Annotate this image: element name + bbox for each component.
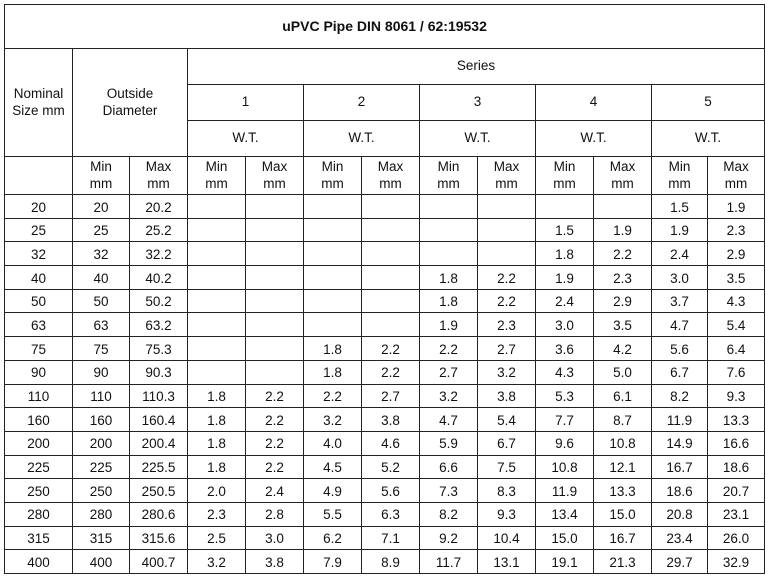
wall-thickness-cell: 3.6 <box>536 337 594 361</box>
wall-thickness-cell <box>304 266 362 290</box>
wall-thickness-cell: 7.5 <box>478 455 536 479</box>
wall-thickness-cell: 6.7 <box>478 431 536 455</box>
wall-thickness-cell: 5.3 <box>536 384 594 408</box>
wall-thickness-cell <box>536 195 594 219</box>
table-header <box>5 5 765 195</box>
wall-thickness-cell <box>246 313 304 337</box>
nominal-size-cell: 40 <box>5 266 73 290</box>
outside-diameter-cell: 200 <box>73 431 130 455</box>
wall-thickness-cell <box>478 218 536 242</box>
wall-thickness-cell: 1.8 <box>188 455 246 479</box>
outside-diameter-cell: 40 <box>73 266 130 290</box>
wall-thickness-cell: 3.5 <box>594 313 652 337</box>
wall-thickness-cell <box>188 242 246 266</box>
wall-thickness-cell: 5.0 <box>594 360 652 384</box>
min-label: Min mm <box>73 157 130 195</box>
nominal-size-cell: 160 <box>5 408 73 432</box>
outside-diameter-cell: 90.3 <box>130 360 188 384</box>
wall-thickness-cell: 2.2 <box>478 266 536 290</box>
max-label: Max mm <box>130 157 188 195</box>
wall-thickness-cell: 16.6 <box>708 431 765 455</box>
wall-thickness-cell: 2.2 <box>420 337 478 361</box>
outside-diameter-cell: 160 <box>73 408 130 432</box>
wall-thickness-cell: 4.3 <box>536 360 594 384</box>
wall-thickness-cell: 4.0 <box>304 431 362 455</box>
table-row <box>5 337 765 361</box>
wall-thickness-cell: 18.6 <box>708 455 765 479</box>
wall-thickness-cell: 4.3 <box>708 289 765 313</box>
wall-thickness-cell: 8.3 <box>478 479 536 503</box>
outside-diameter-cell: 75 <box>73 337 130 361</box>
outside-diameter-cell: 400 <box>73 550 130 574</box>
wall-thickness-cell: 5.5 <box>304 502 362 526</box>
wall-thickness-cell <box>188 360 246 384</box>
wall-thickness-cell: 10.8 <box>594 431 652 455</box>
nominal-size-cell: 110 <box>5 384 73 408</box>
table-row <box>5 384 765 408</box>
wall-thickness-cell <box>420 218 478 242</box>
wall-thickness-cell: 1.9 <box>594 218 652 242</box>
wall-thickness-cell: 6.2 <box>304 526 362 550</box>
table-row <box>5 195 765 219</box>
outside-diameter-cell: 20 <box>73 195 130 219</box>
outside-diameter-cell: 50 <box>73 289 130 313</box>
nominal-size-cell: 25 <box>5 218 73 242</box>
wall-thickness-cell: 2.8 <box>246 502 304 526</box>
wall-thickness-cell: 11.9 <box>536 479 594 503</box>
series-number: 4 <box>536 85 652 121</box>
wall-thickness-cell: 13.3 <box>708 408 765 432</box>
outside-diameter-cell: 110 <box>73 384 130 408</box>
wall-thickness-cell: 2.7 <box>478 337 536 361</box>
wall-thickness-cell: 21.3 <box>594 550 652 574</box>
outside-diameter-cell: 400.7 <box>130 550 188 574</box>
wall-thickness-cell: 9.2 <box>420 526 478 550</box>
wall-thickness-cell: 9.3 <box>478 502 536 526</box>
outside-diameter-cell: 63 <box>73 313 130 337</box>
wall-thickness-cell: 4.9 <box>304 479 362 503</box>
outside-diameter-header: Outside Diameter <box>73 49 188 157</box>
wall-thickness-cell <box>246 360 304 384</box>
wall-thickness-cell <box>188 266 246 290</box>
min-label: Min mm <box>188 157 246 195</box>
wall-thickness-cell <box>478 195 536 219</box>
table-row <box>5 526 765 550</box>
series-header: Series <box>188 49 765 85</box>
wall-thickness-cell: 2.5 <box>188 526 246 550</box>
wall-thickness-cell: 3.8 <box>362 408 420 432</box>
table-row <box>5 502 765 526</box>
wall-thickness-cell: 1.8 <box>304 337 362 361</box>
table-row <box>5 408 765 432</box>
wall-thickness-cell: 2.2 <box>594 242 652 266</box>
outside-diameter-cell: 225 <box>73 455 130 479</box>
min-label: Min mm <box>652 157 708 195</box>
outside-diameter-cell: 315 <box>73 526 130 550</box>
wall-thickness-cell: 2.2 <box>478 289 536 313</box>
wall-thickness-cell: 8.2 <box>420 502 478 526</box>
outside-diameter-cell: 250 <box>73 479 130 503</box>
wall-thickness-cell: 8.2 <box>652 384 708 408</box>
wall-thickness-cell: 23.4 <box>652 526 708 550</box>
wall-thickness-cell: 14.9 <box>652 431 708 455</box>
wall-thickness-label: W.T. <box>188 121 304 157</box>
wall-thickness-cell: 3.2 <box>304 408 362 432</box>
wall-thickness-cell <box>188 337 246 361</box>
wall-thickness-cell <box>246 195 304 219</box>
wall-thickness-cell: 18.6 <box>652 479 708 503</box>
wall-thickness-cell: 29.7 <box>652 550 708 574</box>
wall-thickness-cell: 5.6 <box>362 479 420 503</box>
wall-thickness-cell <box>246 242 304 266</box>
wall-thickness-cell: 10.8 <box>536 455 594 479</box>
wall-thickness-cell: 23.1 <box>708 502 765 526</box>
table-row <box>5 479 765 503</box>
wall-thickness-cell: 2.9 <box>594 289 652 313</box>
wall-thickness-cell: 4.7 <box>652 313 708 337</box>
wall-thickness-cell: 1.8 <box>188 408 246 432</box>
wall-thickness-cell: 3.8 <box>478 384 536 408</box>
wall-thickness-cell <box>362 195 420 219</box>
wall-thickness-cell: 1.9 <box>708 195 765 219</box>
wall-thickness-cell: 4.2 <box>594 337 652 361</box>
series-number: 5 <box>652 85 765 121</box>
outside-diameter-cell: 20.2 <box>130 195 188 219</box>
outside-diameter-cell: 40.2 <box>130 266 188 290</box>
min-label: Min mm <box>304 157 362 195</box>
wall-thickness-cell: 11.7 <box>420 550 478 574</box>
wall-thickness-cell: 19.1 <box>536 550 594 574</box>
wall-thickness-cell: 2.2 <box>362 337 420 361</box>
wall-thickness-cell <box>304 242 362 266</box>
wall-thickness-cell: 1.9 <box>420 313 478 337</box>
nominal-size-header: Nominal Size mm <box>5 49 73 157</box>
wall-thickness-cell: 11.9 <box>652 408 708 432</box>
table-row <box>5 313 765 337</box>
wall-thickness-cell: 5.2 <box>362 455 420 479</box>
nominal-size-cell: 225 <box>5 455 73 479</box>
wall-thickness-cell: 9.6 <box>536 431 594 455</box>
wall-thickness-cell: 1.8 <box>536 242 594 266</box>
wall-thickness-cell <box>362 242 420 266</box>
outside-diameter-cell: 63.2 <box>130 313 188 337</box>
wall-thickness-cell: 12.1 <box>594 455 652 479</box>
wall-thickness-cell <box>246 218 304 242</box>
wall-thickness-cell: 1.5 <box>652 195 708 219</box>
wall-thickness-cell: 26.0 <box>708 526 765 550</box>
wall-thickness-cell <box>362 218 420 242</box>
wall-thickness-cell: 7.7 <box>536 408 594 432</box>
outside-diameter-cell: 32.2 <box>130 242 188 266</box>
series-number: 1 <box>188 85 304 121</box>
outside-diameter-cell: 280 <box>73 502 130 526</box>
wall-thickness-cell: 13.1 <box>478 550 536 574</box>
wall-thickness-cell: 2.4 <box>536 289 594 313</box>
wall-thickness-cell <box>188 195 246 219</box>
wall-thickness-cell: 3.0 <box>536 313 594 337</box>
wall-thickness-cell: 1.8 <box>188 384 246 408</box>
wall-thickness-cell: 7.1 <box>362 526 420 550</box>
wall-thickness-cell: 3.2 <box>420 384 478 408</box>
nominal-size-cell: 315 <box>5 526 73 550</box>
wall-thickness-cell <box>420 195 478 219</box>
outside-diameter-cell: 32 <box>73 242 130 266</box>
wall-thickness-cell <box>188 313 246 337</box>
wall-thickness-cell: 20.8 <box>652 502 708 526</box>
outside-diameter-cell: 160.4 <box>130 408 188 432</box>
wall-thickness-cell: 6.7 <box>652 360 708 384</box>
wall-thickness-cell <box>304 313 362 337</box>
wall-thickness-cell: 15.0 <box>536 526 594 550</box>
wall-thickness-cell: 20.7 <box>708 479 765 503</box>
wall-thickness-cell: 7.6 <box>708 360 765 384</box>
wall-thickness-cell <box>304 218 362 242</box>
max-label: Max mm <box>246 157 304 195</box>
wall-thickness-label: W.T. <box>536 121 652 157</box>
wall-thickness-cell: 2.7 <box>420 360 478 384</box>
wall-thickness-cell: 15.0 <box>594 502 652 526</box>
wall-thickness-cell: 8.9 <box>362 550 420 574</box>
series-number: 2 <box>304 85 420 121</box>
wall-thickness-cell <box>594 195 652 219</box>
min-label: Min mm <box>536 157 594 195</box>
nominal-size-cell: 75 <box>5 337 73 361</box>
outside-diameter-cell: 225.5 <box>130 455 188 479</box>
wall-thickness-cell: 2.3 <box>478 313 536 337</box>
outside-diameter-cell: 110.3 <box>130 384 188 408</box>
wall-thickness-cell: 2.2 <box>362 360 420 384</box>
outside-diameter-cell: 25.2 <box>130 218 188 242</box>
nominal-size-cell: 400 <box>5 550 73 574</box>
wall-thickness-cell: 3.0 <box>652 266 708 290</box>
wall-thickness-cell: 1.8 <box>304 360 362 384</box>
wall-thickness-cell: 10.4 <box>478 526 536 550</box>
wall-thickness-cell: 2.2 <box>246 384 304 408</box>
wall-thickness-cell: 1.9 <box>652 218 708 242</box>
wall-thickness-cell <box>188 289 246 313</box>
wall-thickness-cell: 13.4 <box>536 502 594 526</box>
wall-thickness-cell: 6.4 <box>708 337 765 361</box>
wall-thickness-cell: 7.9 <box>304 550 362 574</box>
wall-thickness-cell: 1.5 <box>536 218 594 242</box>
table-row <box>5 360 765 384</box>
wall-thickness-cell: 3.8 <box>246 550 304 574</box>
wall-thickness-cell <box>478 242 536 266</box>
max-label: Max mm <box>362 157 420 195</box>
wall-thickness-cell <box>246 289 304 313</box>
outside-diameter-cell: 90 <box>73 360 130 384</box>
nominal-size-cell: 90 <box>5 360 73 384</box>
wall-thickness-label: W.T. <box>420 121 536 157</box>
wall-thickness-cell: 2.3 <box>188 502 246 526</box>
wall-thickness-cell: 3.0 <box>246 526 304 550</box>
outside-diameter-cell: 200.4 <box>130 431 188 455</box>
max-label: Max mm <box>708 157 765 195</box>
wall-thickness-cell: 32.9 <box>708 550 765 574</box>
wall-thickness-cell: 3.2 <box>478 360 536 384</box>
max-label: Max mm <box>478 157 536 195</box>
series-number: 3 <box>420 85 536 121</box>
wall-thickness-cell: 9.3 <box>708 384 765 408</box>
wall-thickness-cell: 2.4 <box>246 479 304 503</box>
nominal-size-cell: 250 <box>5 479 73 503</box>
wall-thickness-cell: 3.5 <box>708 266 765 290</box>
wall-thickness-cell <box>304 289 362 313</box>
wall-thickness-cell: 6.1 <box>594 384 652 408</box>
wall-thickness-cell: 2.7 <box>362 384 420 408</box>
outside-diameter-cell: 75.3 <box>130 337 188 361</box>
wall-thickness-cell: 1.8 <box>420 289 478 313</box>
table-row <box>5 266 765 290</box>
wall-thickness-cell <box>362 266 420 290</box>
wall-thickness-cell: 5.4 <box>478 408 536 432</box>
nominal-size-cell: 63 <box>5 313 73 337</box>
wall-thickness-cell: 8.7 <box>594 408 652 432</box>
table-row <box>5 242 765 266</box>
nominal-size-cell: 20 <box>5 195 73 219</box>
nominal-size-cell: 280 <box>5 502 73 526</box>
wall-thickness-cell <box>188 218 246 242</box>
min-label: Min mm <box>420 157 478 195</box>
wall-thickness-cell: 2.3 <box>594 266 652 290</box>
wall-thickness-cell: 5.4 <box>708 313 765 337</box>
wall-thickness-cell: 5.6 <box>652 337 708 361</box>
table-title: uPVC Pipe DIN 8061 / 62:19532 <box>5 5 765 49</box>
outside-diameter-cell: 315.6 <box>130 526 188 550</box>
outside-diameter-cell: 25 <box>73 218 130 242</box>
outside-diameter-cell: 280.6 <box>130 502 188 526</box>
wall-thickness-cell: 1.8 <box>420 266 478 290</box>
wall-thickness-cell: 2.2 <box>246 431 304 455</box>
wall-thickness-cell: 3.2 <box>188 550 246 574</box>
wall-thickness-cell <box>362 313 420 337</box>
wall-thickness-cell <box>246 337 304 361</box>
wall-thickness-cell: 6.3 <box>362 502 420 526</box>
wall-thickness-cell: 4.7 <box>420 408 478 432</box>
table-row <box>5 431 765 455</box>
wall-thickness-label: W.T. <box>652 121 765 157</box>
pipe-spec-table <box>4 4 765 574</box>
wall-thickness-cell: 6.6 <box>420 455 478 479</box>
wall-thickness-cell: 2.2 <box>304 384 362 408</box>
table-row <box>5 550 765 574</box>
wall-thickness-cell: 2.2 <box>246 408 304 432</box>
nominal-size-cell: 32 <box>5 242 73 266</box>
wall-thickness-cell: 2.9 <box>708 242 765 266</box>
max-label: Max mm <box>594 157 652 195</box>
table-row <box>5 455 765 479</box>
table-row <box>5 218 765 242</box>
wall-thickness-cell <box>246 266 304 290</box>
table-row <box>5 289 765 313</box>
wall-thickness-cell: 4.5 <box>304 455 362 479</box>
wall-thickness-cell: 16.7 <box>594 526 652 550</box>
wall-thickness-cell: 2.4 <box>652 242 708 266</box>
wall-thickness-label: W.T. <box>304 121 420 157</box>
outside-diameter-cell: 50.2 <box>130 289 188 313</box>
wall-thickness-cell: 7.3 <box>420 479 478 503</box>
wall-thickness-cell: 2.0 <box>188 479 246 503</box>
wall-thickness-cell: 4.6 <box>362 431 420 455</box>
wall-thickness-cell: 1.8 <box>188 431 246 455</box>
wall-thickness-cell: 16.7 <box>652 455 708 479</box>
nominal-size-cell: 200 <box>5 431 73 455</box>
wall-thickness-cell <box>420 242 478 266</box>
wall-thickness-cell: 3.7 <box>652 289 708 313</box>
wall-thickness-cell <box>362 289 420 313</box>
wall-thickness-cell <box>304 195 362 219</box>
table-body <box>5 195 765 574</box>
min-max-row <box>5 157 765 195</box>
wall-thickness-cell: 1.9 <box>536 266 594 290</box>
outside-diameter-cell: 250.5 <box>130 479 188 503</box>
wall-thickness-cell: 2.2 <box>246 455 304 479</box>
nominal-size-cell: 50 <box>5 289 73 313</box>
wall-thickness-cell: 13.3 <box>594 479 652 503</box>
wall-thickness-cell: 2.3 <box>708 218 765 242</box>
wall-thickness-cell: 5.9 <box>420 431 478 455</box>
